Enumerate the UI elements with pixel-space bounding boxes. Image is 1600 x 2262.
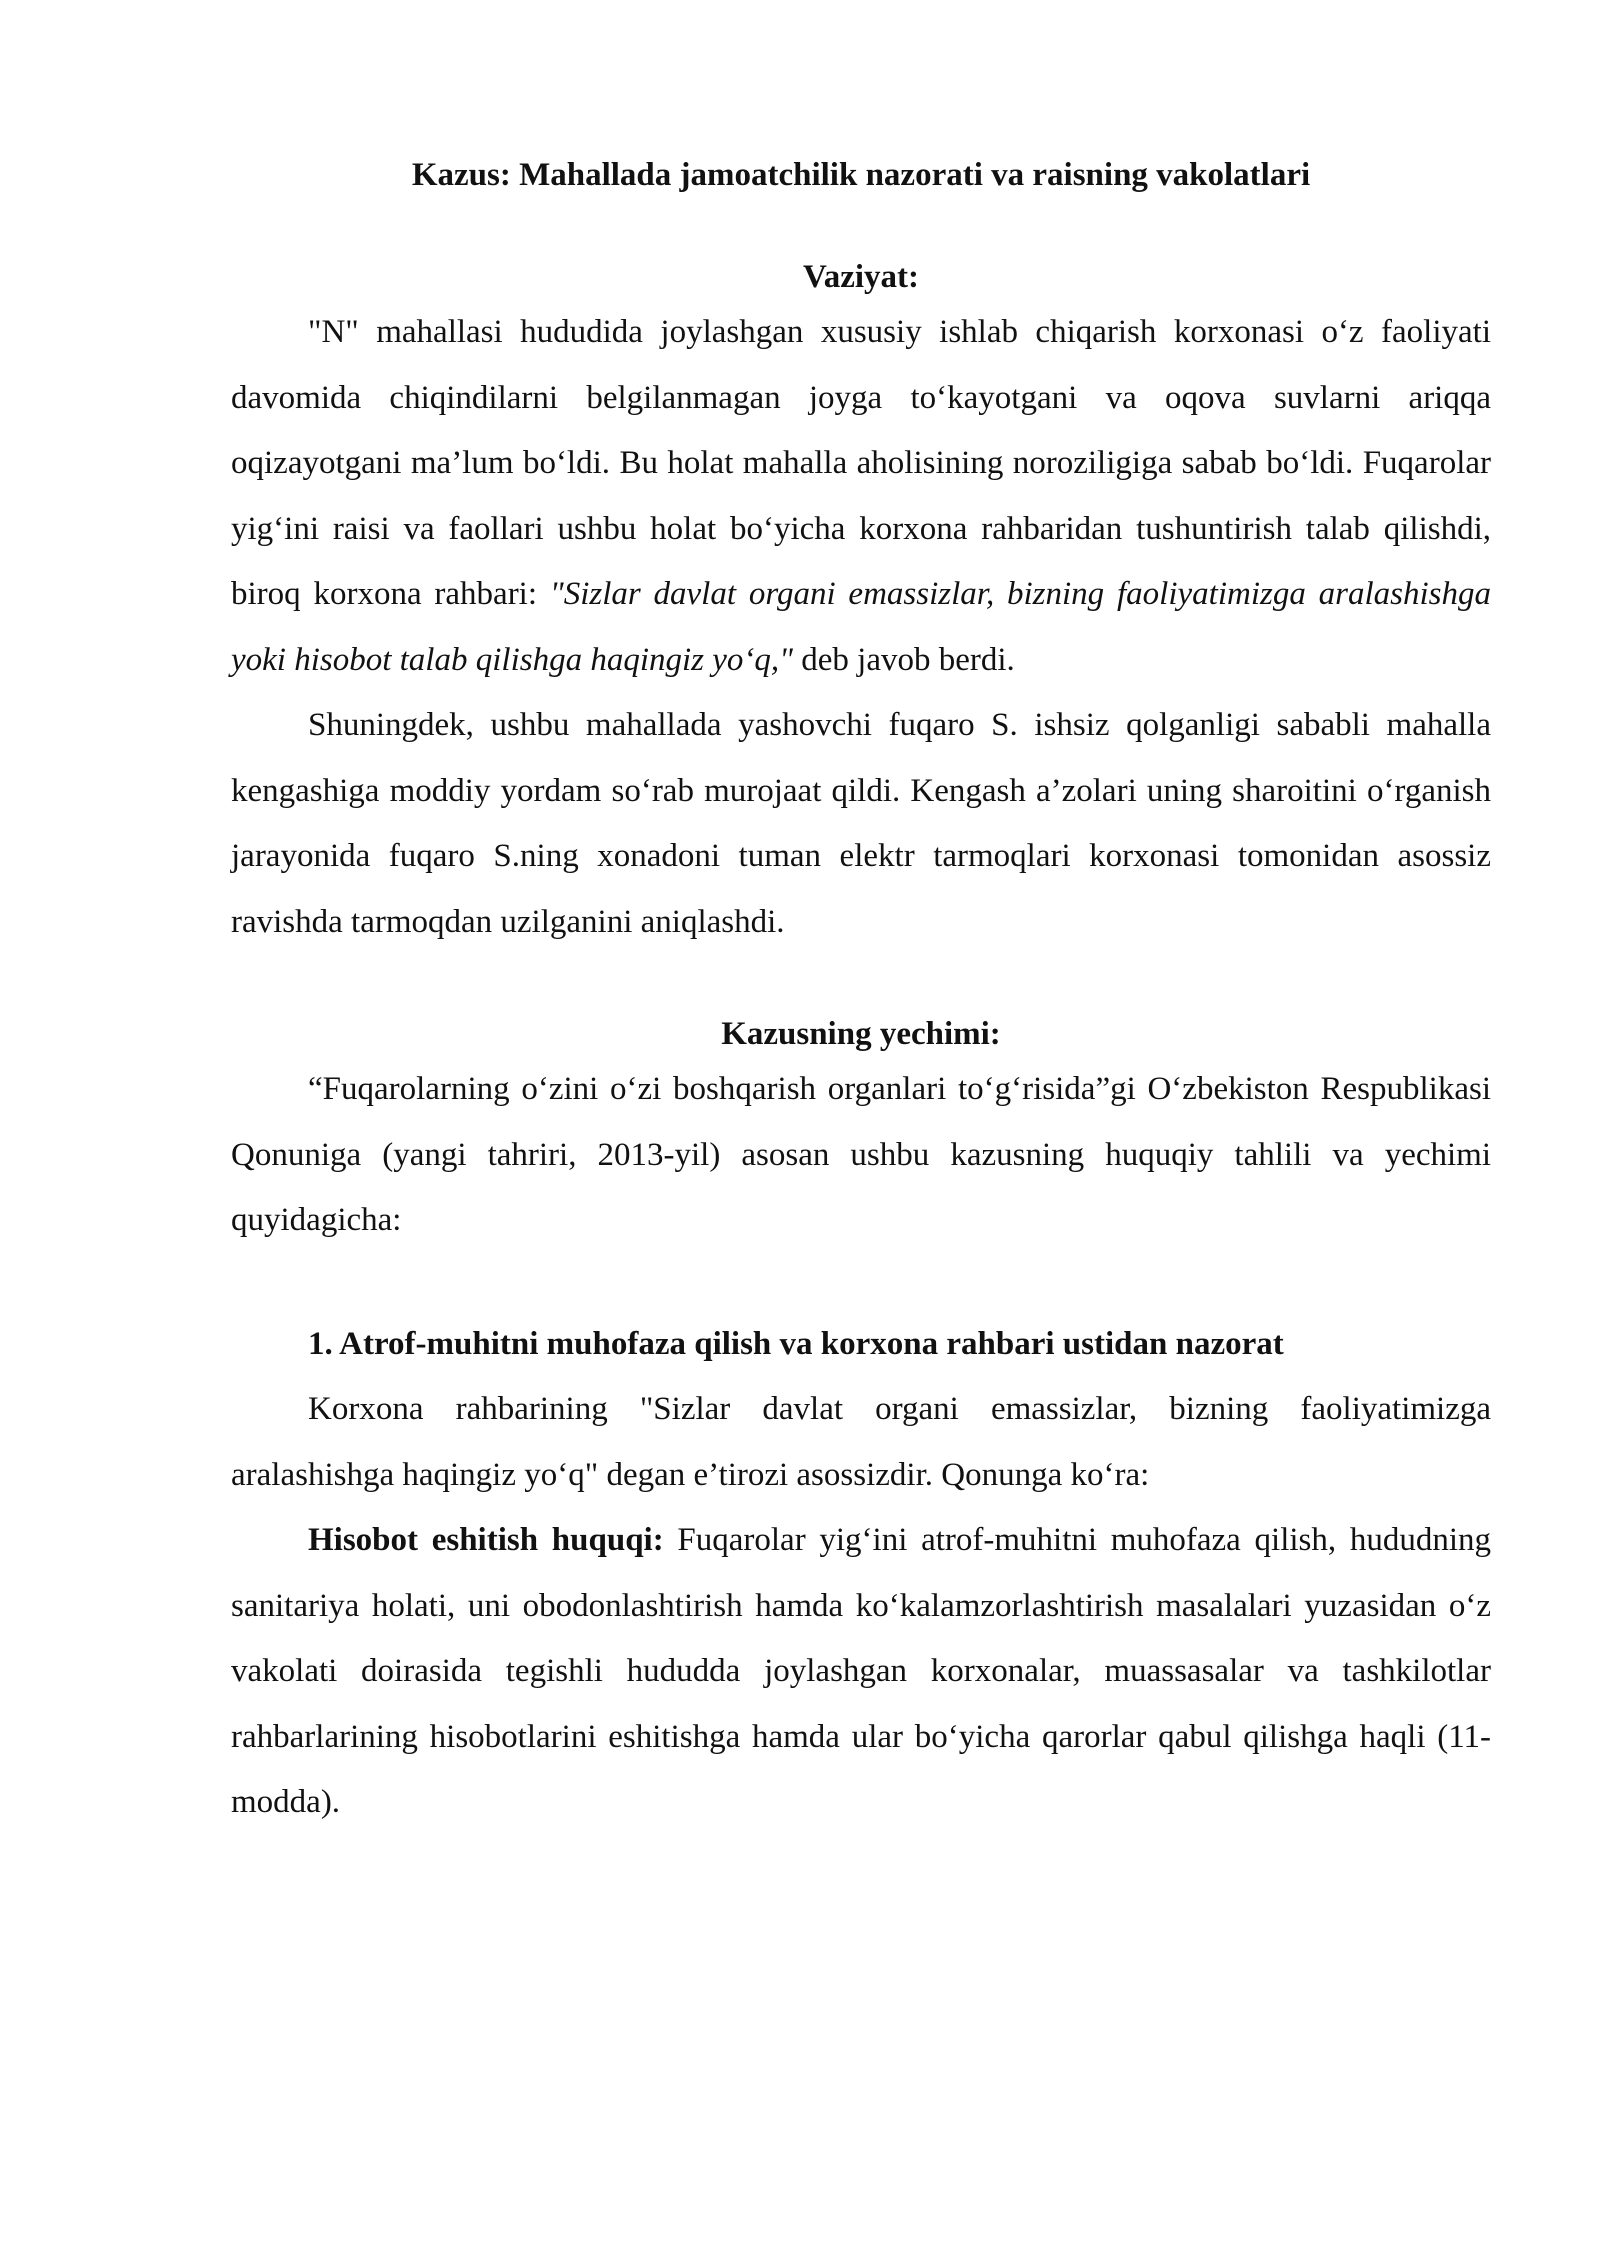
document-title: Kazus: Mahallada jamoatchilik nazorati va raisning vakolatlari [411,157,1311,193]
section-1 [231,1312,1491,1836]
section-1-paragraph-1: Korxona rahbarining "Sizlar davlat organi emassizlar, bizning faoliyatimizga aralashishga haqingiz yo‘q" degan e’tirozi asossizdir. Qonunga ko‘ra: [231,1391,1491,1493]
situation-paragraph-2: Shuningdek, ushbu mahallada yashovchi fuqaro S. ishsiz qolganligi sababli mahalla kengashiga moddiy yordam so‘rab murojaat qildi. Kengash a’zolari uning sharoitini o‘rganish jarayonida fuqaro S.ning xonadoni tuman elektr tarmoqlari korxonasi tomonidan asossiz ravishda tarmoqdan uzilganini aniqlashdi. [231,707,1491,940]
solution-intro-paragraph: “Fuqarolarning o‘zini o‘zi boshqarish organlari to‘g‘risida”gi O‘zbekiston Respublikasi Qonuniga (yangi tahriri, 2013-yil) asosan ushbu kazusning huquqiy tahlili va yechimi quyidagicha: [231,1071,1491,1238]
paragraph-text: deb javob berdi. [793,641,1015,678]
paragraph-text: Fuqarolar yig‘ini atrof-muhitni muhofaza qilish, hududning sanitariya holati, uni obodonlashtirish hamda ko‘kalamzorlashtirish masalalari yuzasidan o‘z vakolati doirasida tegishli hududda joylashgan korxonalar, muassasalar va tashkilotlar rahbarlarining hisobotlarini eshitishga hamda ular bo‘yicha qarorlar qabul qilishga haqli (11-modda). [231,1522,1491,1820]
solution-heading: Kazusning yechimi: [721,1016,1001,1052]
situation-heading: Vaziyat: [802,259,920,295]
situation-paragraph-1 [231,300,1491,693]
document-page [231,146,1491,1836]
paragraph-text: "N" mahallasi hududida joylashgan xususiy ishlab chiqarish korxonasi o‘z faoliyati davomida chiqindilarni belgilanmagan joyga to‘kayotgani va oqova suvlarni ariqqa oqizayotgani ma’lum bo‘ldi. Bu holat mahalla aholisining noroziligiga sabab bo‘ldi. Fuqarolar yig‘ini raisi va faollari ushbu holat bo‘yicha korxona rahbaridan tushuntirish talab qilishdi, biroq korxona rahbari: [231,314,1491,612]
director-quote: "Sizlar davlat organi emassizlar, bizning faoliyatimizga aralashishga yoki hisobot talab qilishga haqingiz yo‘q," [231,576,1491,678]
report-right-label: Hisobot eshitish huquqi: [308,1522,664,1558]
section-1-heading: 1. Atrof-muhitni muhofaza qilish va korxona rahbari ustidan nazorat [308,1325,1284,1362]
section-1-paragraph-2 [231,1508,1491,1836]
